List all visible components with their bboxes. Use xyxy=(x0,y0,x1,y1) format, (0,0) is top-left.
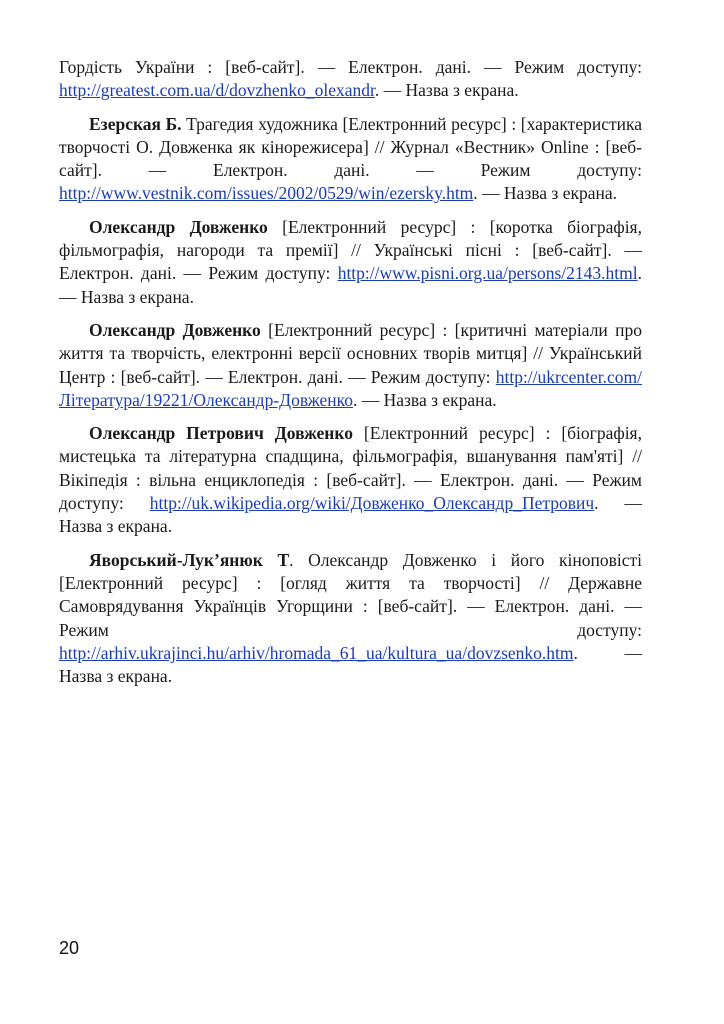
entry-text: [Електронний ресурс] : [критичні матеріали про життя та творчість, електронні версії основних творів митця] // Український Центр : [веб-сайт]. — Електрон. дані. — Режим доступу: xyxy=(59,319,642,387)
entry-link[interactable]: http://greatest.com.ua/d/dovzhenko_olexandr xyxy=(59,80,375,101)
entry-text: [Електронний ресурс] : [біографія, мистецька та літературна спадщина, фільмографія, вшанування пам'яті] // Вікіпедія : вільна енциклопедія : [веб-сайт]. — Електрон. дані. — Режим доступу: xyxy=(59,423,642,514)
entry-suffix: . — Назва з екрана. xyxy=(473,183,617,204)
entry-text: Трагедия художника [Електронний ресурс] : [характеристика творчості О. Довженка як кінорежисера] // Журнал «Вестник» Online : [веб-сайт]. — Електрон. дані. — Режим доступу: xyxy=(59,113,642,181)
entry-suffix: . — Назва з екрана. xyxy=(59,493,642,537)
bibliography-entry xyxy=(59,113,642,206)
bibliography-entry xyxy=(59,319,642,412)
bibliography-entry xyxy=(59,56,642,103)
entry-text: [Електронний ресурс] : [коротка біографія, фільмографія, нагороди та премії] // Українські пісні : [веб-сайт]. — Електрон. дані. — Режим доступу: xyxy=(59,216,642,284)
entry-author: Олександр Петрович Довженко xyxy=(89,423,353,444)
bibliography-entry xyxy=(59,216,642,309)
entry-author: Олександр Довженко xyxy=(89,319,261,340)
entry-suffix: . — Назва з екрана. xyxy=(374,80,519,101)
entry-link[interactable]: http://uk.wikipedia.org/wiki/Довженко_Олександр_Петрович xyxy=(149,493,595,514)
bibliography-entry xyxy=(59,549,642,689)
entry-text: . Олександр Довженко і його кіноповісті [Електронний ресурс] : [огляд життя та творчості] // Державне Самоврядування Українців Угорщини : [веб-сайт]. — Електрон. дані. — Режим доступу: xyxy=(59,549,642,640)
bibliography-list xyxy=(59,56,642,688)
entry-author: Яворський-Лук’янюк Т xyxy=(89,549,290,570)
entry-link[interactable]: http://www.vestnik.com/issues/2002/0529/win/ezersky.htm xyxy=(59,183,474,204)
entry-link[interactable]: http://www.pisni.org.ua/persons/2143.html xyxy=(337,263,638,284)
page-number: 20 xyxy=(59,938,80,958)
entry-link[interactable]: http://ukrcenter.com/Література/19221/Олександр-Довженко xyxy=(59,366,642,410)
bibliography-entry xyxy=(59,422,642,538)
entry-suffix: . — Назва з екрана. xyxy=(59,642,642,687)
entry-suffix: . — Назва з екрана. xyxy=(352,389,497,410)
entry-suffix: . — Назва з екрана. xyxy=(59,263,642,307)
entry-author: Езерская Б. xyxy=(89,113,182,134)
entry-author: Олександр Довженко xyxy=(89,216,268,237)
entry-text: Гордість України : [веб-сайт]. — Електрон. дані. — Режим доступу: xyxy=(59,57,642,77)
entry-link[interactable]: http://arhiv.ukrajinci.hu/arhiv/hromada_61_ua/kultura_ua/dovzsenko.htm xyxy=(59,642,574,663)
